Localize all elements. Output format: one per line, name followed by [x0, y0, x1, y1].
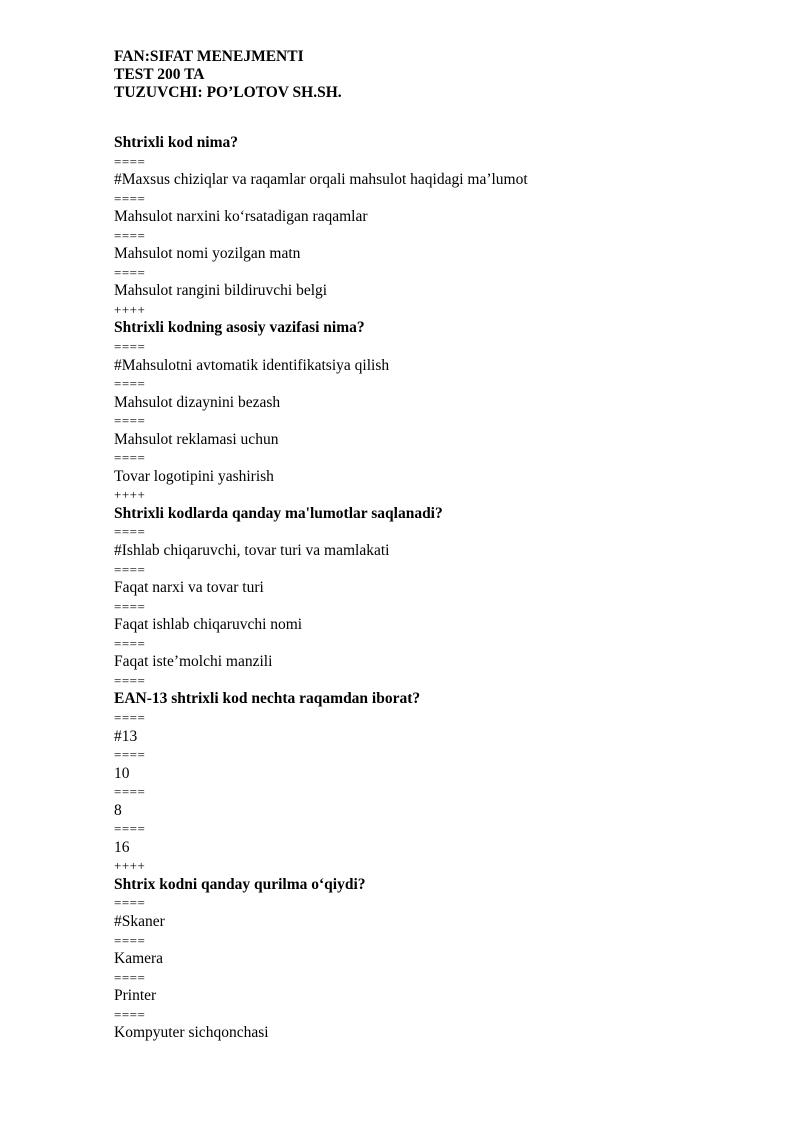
document-header [114, 48, 754, 102]
separator-marker: ==== [114, 524, 146, 540]
answer-option: 8 [114, 801, 122, 819]
separator-marker: ==== [114, 709, 146, 725]
answer-option: Printer [114, 987, 157, 1005]
separator-marker: ==== [114, 227, 146, 243]
separator-marker: ++++ [114, 301, 146, 317]
question-text: Shtrix kodni qanday qurilma o‘qiydi? [114, 875, 366, 893]
answer-option: #Mahsulotni avtomatik identifikatsiya qilish [114, 356, 390, 374]
answer-option: 16 [114, 838, 130, 856]
answer-option: Mahsulot narxini ko‘rsatadigan raqamlar [114, 208, 368, 226]
separator-marker: ==== [114, 784, 146, 800]
answer-option: Faqat narxi va tovar turi [114, 579, 264, 597]
answer-option: Tovar logotipini yashirish [114, 467, 274, 485]
separator-marker: ==== [114, 153, 146, 169]
answer-option: #13 [114, 727, 138, 745]
separator-marker: ==== [114, 264, 146, 280]
answer-option: #Skaner [114, 912, 165, 930]
separator-marker: ==== [114, 635, 146, 651]
separator-marker: ==== [114, 672, 146, 688]
separator-marker: ==== [114, 376, 146, 392]
test-count: TEST 200 TA [114, 66, 205, 83]
answer-option: 10 [114, 764, 130, 782]
question-text: EAN-13 shtrixli kod nechta raqamdan iborat? [114, 690, 421, 708]
answer-option: Mahsulot reklamasi uchun [114, 430, 279, 448]
separator-marker: ==== [114, 821, 146, 837]
separator-marker: ==== [114, 1006, 146, 1022]
separator-marker: ==== [114, 413, 146, 429]
separator-marker: ==== [114, 598, 146, 614]
answer-option: Mahsulot rangini bildiruvchi belgi [114, 282, 328, 300]
answer-option: Kamera [114, 950, 164, 968]
separator-marker: ++++ [114, 487, 146, 503]
answer-option: Mahsulot dizaynini bezash [114, 393, 281, 411]
answer-option: Kompyuter sichqonchasi [114, 1024, 269, 1042]
question-text: Shtrixli kodlarda qanday ma'lumotlar saqlanadi? [114, 504, 443, 522]
separator-marker: ==== [114, 969, 146, 985]
separator-marker: ==== [114, 932, 146, 948]
document-page [114, 48, 754, 1043]
answer-option: #Maxsus chiziqlar va raqamlar orqali mahsulot haqidagi ma’lumot [114, 171, 528, 189]
question-list [114, 134, 754, 1043]
separator-marker: ++++ [114, 858, 146, 874]
answer-option: Faqat ishlab chiqaruvchi nomi [114, 616, 303, 634]
question-text: Shtrixli kod nima? [114, 134, 239, 151]
separator-marker: ==== [114, 895, 146, 911]
separator-marker: ==== [114, 450, 146, 466]
subject-title: FAN:SIFAT MENEJMENTI [114, 48, 304, 65]
answer-option: Mahsulot nomi yozilgan matn [114, 245, 301, 263]
separator-marker: ==== [114, 561, 146, 577]
answer-option: Faqat iste’molchi manzili [114, 653, 273, 671]
separator-marker: ==== [114, 190, 146, 206]
separator-marker: ==== [114, 747, 146, 763]
answer-option: #Ishlab chiqaruvchi, tovar turi va mamlakati [114, 542, 390, 560]
author-line: TUZUVCHI: PO’LOTOV SH.SH. [114, 84, 342, 101]
question-text: Shtrixli kodning asosiy vazifasi nima? [114, 319, 365, 337]
separator-marker: ==== [114, 339, 146, 355]
